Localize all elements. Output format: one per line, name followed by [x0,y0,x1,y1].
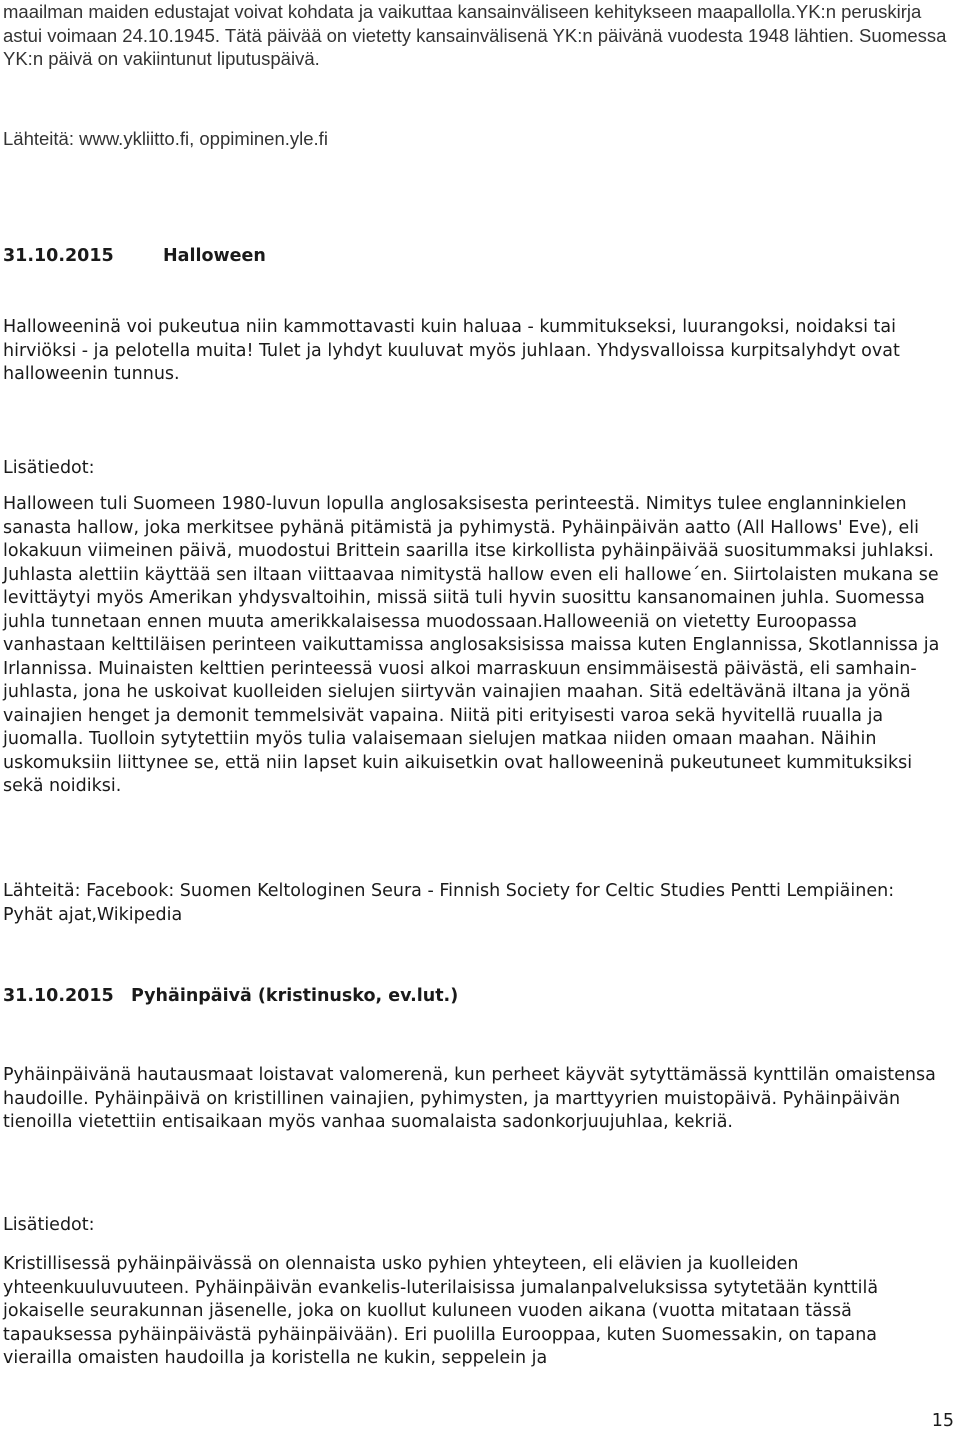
pyhainpaiva-more-text: Kristillisessä pyhäinpäivässä on olennaista usko pyhien yhteyteen, eli elävien ja kuolleiden yhteenkuuluvuuteen. Pyhäinpäivän evankelis-luterilaisissa jumalanpalveluksissa sytytetään kynttilä jokaiselle seurakunnan jäsenelle, joka on kuollut kuluneen vuoden aikana (vuotta mitataan tässä tapauksessa pyhäinpäivästä pyhäinpäivään). Eri puolilla Eurooppaa, kuten Suomessakin, on tapana vierailla omaisten haudoilla ja koristella ne kukin, seppelein ja [3,1254,879,1368]
intro-sources: Lähteitä: www.ykliitto.fi, oppiminen.yle.fi [3,128,328,149]
halloween-heading [3,245,266,269]
halloween-more-label: Lisätiedot: [3,458,95,478]
pyhainpaiva-title: Pyhäinpäivä (kristinusko, ev.lut.) [131,986,459,1006]
pyhainpaiva-description: Pyhäinpäivänä hautausmaat loistavat valomerenä, kun perheet käyvät sytyttämässä kynttilän omaistensa haudoille. Pyhäinpäivä on kristillinen vainajien, pyhimysten, ja marttyyrien muistopäivä. Pyhäinpäivän tienoilla vietettiin entisaikaan myös vanhaa suomalaista sadonkorjuujuhlaa, kekriä. [3,1065,936,1132]
pyhainpaiva-heading [3,985,458,1009]
halloween-date: 31.10.2015 [3,246,114,266]
intro-paragraph: maailman maiden edustajat voivat kohdata ja vaikuttaa kansainväliseen kehitykseen maapallolla.YK:n peruskirja astui voimaan 24.10.1945. Tätä päivää on vietetty kansainvälisenä YK:n päivänä vuodesta 1948 lähtien. Suomessa YK:n päivä on vakiintunut liputuspäivä. [3,1,947,69]
pyhainpaiva-more-label: Lisätiedot: [3,1215,95,1235]
pyhainpaiva-date: 31.10.2015 [3,986,114,1006]
page-number: 15 [931,1411,954,1431]
halloween-title: Halloween [163,246,266,266]
halloween-more-text: Halloween tuli Suomeen 1980-luvun lopulla anglosaksisesta perinteestä. Nimitys tulee englanninkielen sanasta hallow, joka merkitsee pyhänä pitämistä ja pyhimystä. Pyhäinpäivän aatto (All Hallows' Eve), eli lokakuun viimeinen päivä, muodostui Brittein saarilla itse kirkollista pyhäinpäivää suositummaksi juhlaksi. Juhlasta alettiin käyttää sen iltaan viittaavaa nimitystä hallow even eli hallowe´en. Siirtolaisten mukana se levittäytyi myös Amerikan yhdysvaltoihin, missä siitä tuli hyvin suosittu kansanomainen juhla. Suomessa juhla tunnetaan ennen muuta amerikkalaisessa muodossaan.Halloweeniä on vietetty Euroopassa vanhastaan kelttiläisen perinteen vaikuttamissa anglosaksisissa maissa kuten Englannissa, Skotlannissa ja Irlannissa. Muinaisten kelttien perinteessä vuosi alkoi marraskuun ensimmäisestä päivästä, eli samhain-juhlasta, jona he uskoivat kuolleiden sielujen siirtyvän vainajien maahan. Sitä edeltävänä iltana ja yönä vainajien henget ja demonit temmelsivät vapaina. Niitä piti erityisesti varoa sekä hyvitellä ruualla ja juomalla. Tuolloin sytytettiin myös tulia valaisemaan sielujen matkaa niiden omaan maahan. Näihin uskomuksiin liittynee se, että niin lapset kuin aikuisetkin ovat halloweeninä pukeutuneet kummituksiksi sekä noidiksi. [3,494,940,796]
halloween-description: Halloweeninä voi pukeutua niin kammottavasti kuin haluaa - kummitukseksi, luurangoksi, noidaksi tai hirviöksi - ja pelotella muita! Tulet ja lyhdyt kuuluvat myös juhlaan. Yhdysvalloissa kurpitsalyhdyt ovat halloweenin tunnus. [3,317,900,384]
halloween-sources: Lähteitä: Facebook: Suomen Keltologinen Seura - Finnish Society for Celtic Studies Pentti Lempiäinen: Pyhät ajat,Wikipedia [3,881,895,925]
